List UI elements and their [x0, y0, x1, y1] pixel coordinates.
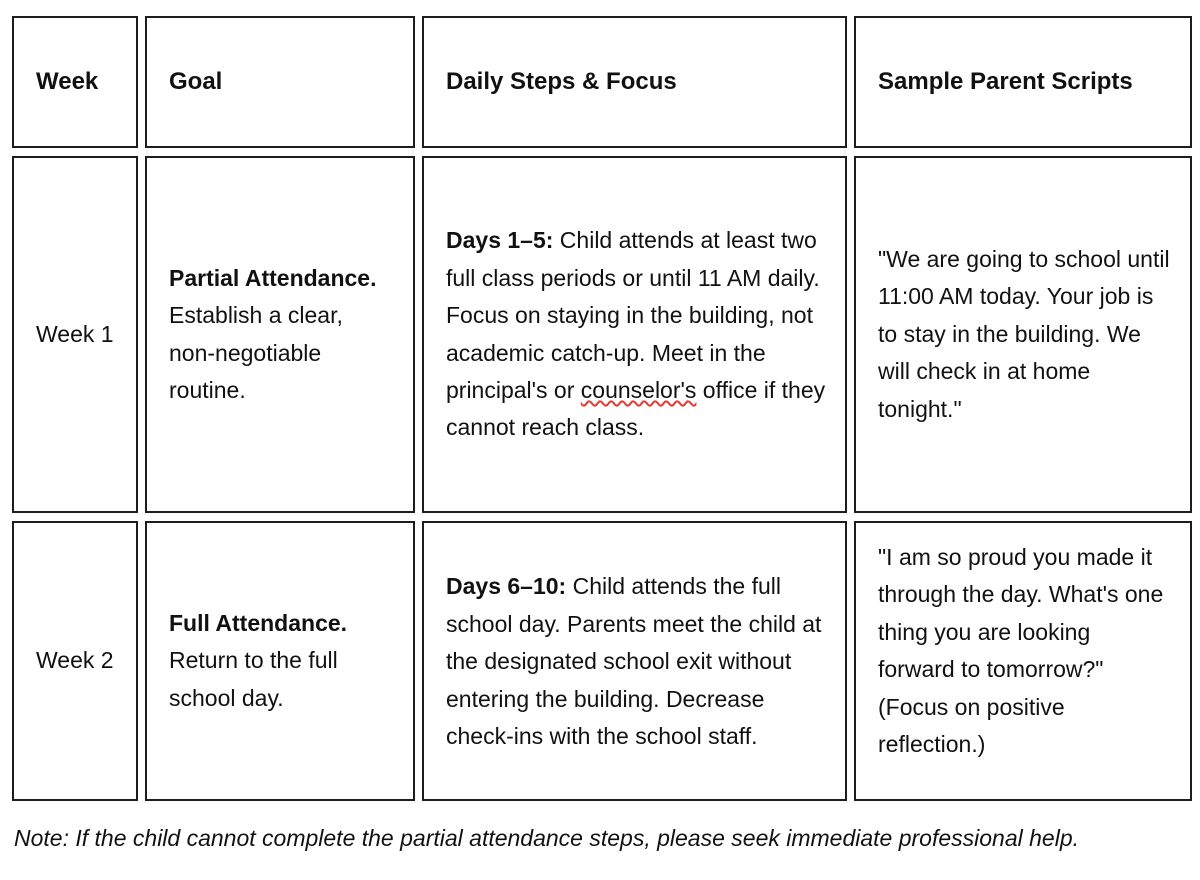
spellcheck-word-counselors[interactable]: counselor's: [580, 376, 697, 403]
steps-lead-2: Days 6–10:: [446, 573, 567, 600]
goal-lead-2: Full Attendance.: [169, 609, 348, 636]
table-header: [12, 16, 1192, 148]
cell-daily-steps-2: [422, 521, 847, 801]
cell-daily-steps-1: [422, 156, 847, 513]
column-header-daily-steps: Daily Steps & Focus: [422, 16, 847, 148]
cell-goal-1: [145, 156, 415, 513]
cell-goal-2: [145, 521, 415, 801]
goal-lead-1: Partial Attendance.: [169, 264, 377, 291]
goal-text-1: Establish a clear, non-negotiable routine.: [169, 302, 343, 403]
steps-text-before-1: Child attends at least two full class periods or until 11 AM daily. Focus on staying in the building, not academic catch-up. Meet in the principal's or: [446, 227, 820, 403]
steps-text-before-2: Child attends the full school day. Parents meet the child at the designated school exit without entering the building. Decrease check-ins with the school staff.: [446, 573, 822, 750]
steps-text-after-1: office if they cannot reach class.: [446, 376, 826, 441]
table-body: [12, 156, 1192, 801]
cell-week-2: Week 2: [12, 521, 138, 801]
cell-week-1: Week 1: [12, 156, 138, 513]
table-header-row: [12, 16, 1192, 148]
cell-parent-script-1: "We are going to school until 11:00 AM today. Your job is to stay in the building. We will check in at home tonight.": [854, 156, 1192, 513]
table-row: [12, 521, 1192, 801]
column-header-goal: Goal: [145, 16, 415, 148]
column-header-sample-parent-scripts: Sample Parent Scripts: [854, 16, 1192, 148]
attendance-plan-table: [5, 8, 1199, 809]
goal-text-2: Return to the full school day.: [169, 647, 338, 711]
column-header-week: Week: [12, 16, 138, 148]
footnote-note: Note: If the child cannot complete the partial attendance steps, please seek immediate professional help.: [14, 825, 1080, 851]
steps-lead-1: Days 1–5:: [446, 227, 554, 254]
cell-parent-script-2: "I am so proud you made it through the day. What's one thing you are looking forward to tomorrow?" (Focus on positive reflection.): [854, 521, 1192, 801]
table-row: [12, 156, 1192, 513]
